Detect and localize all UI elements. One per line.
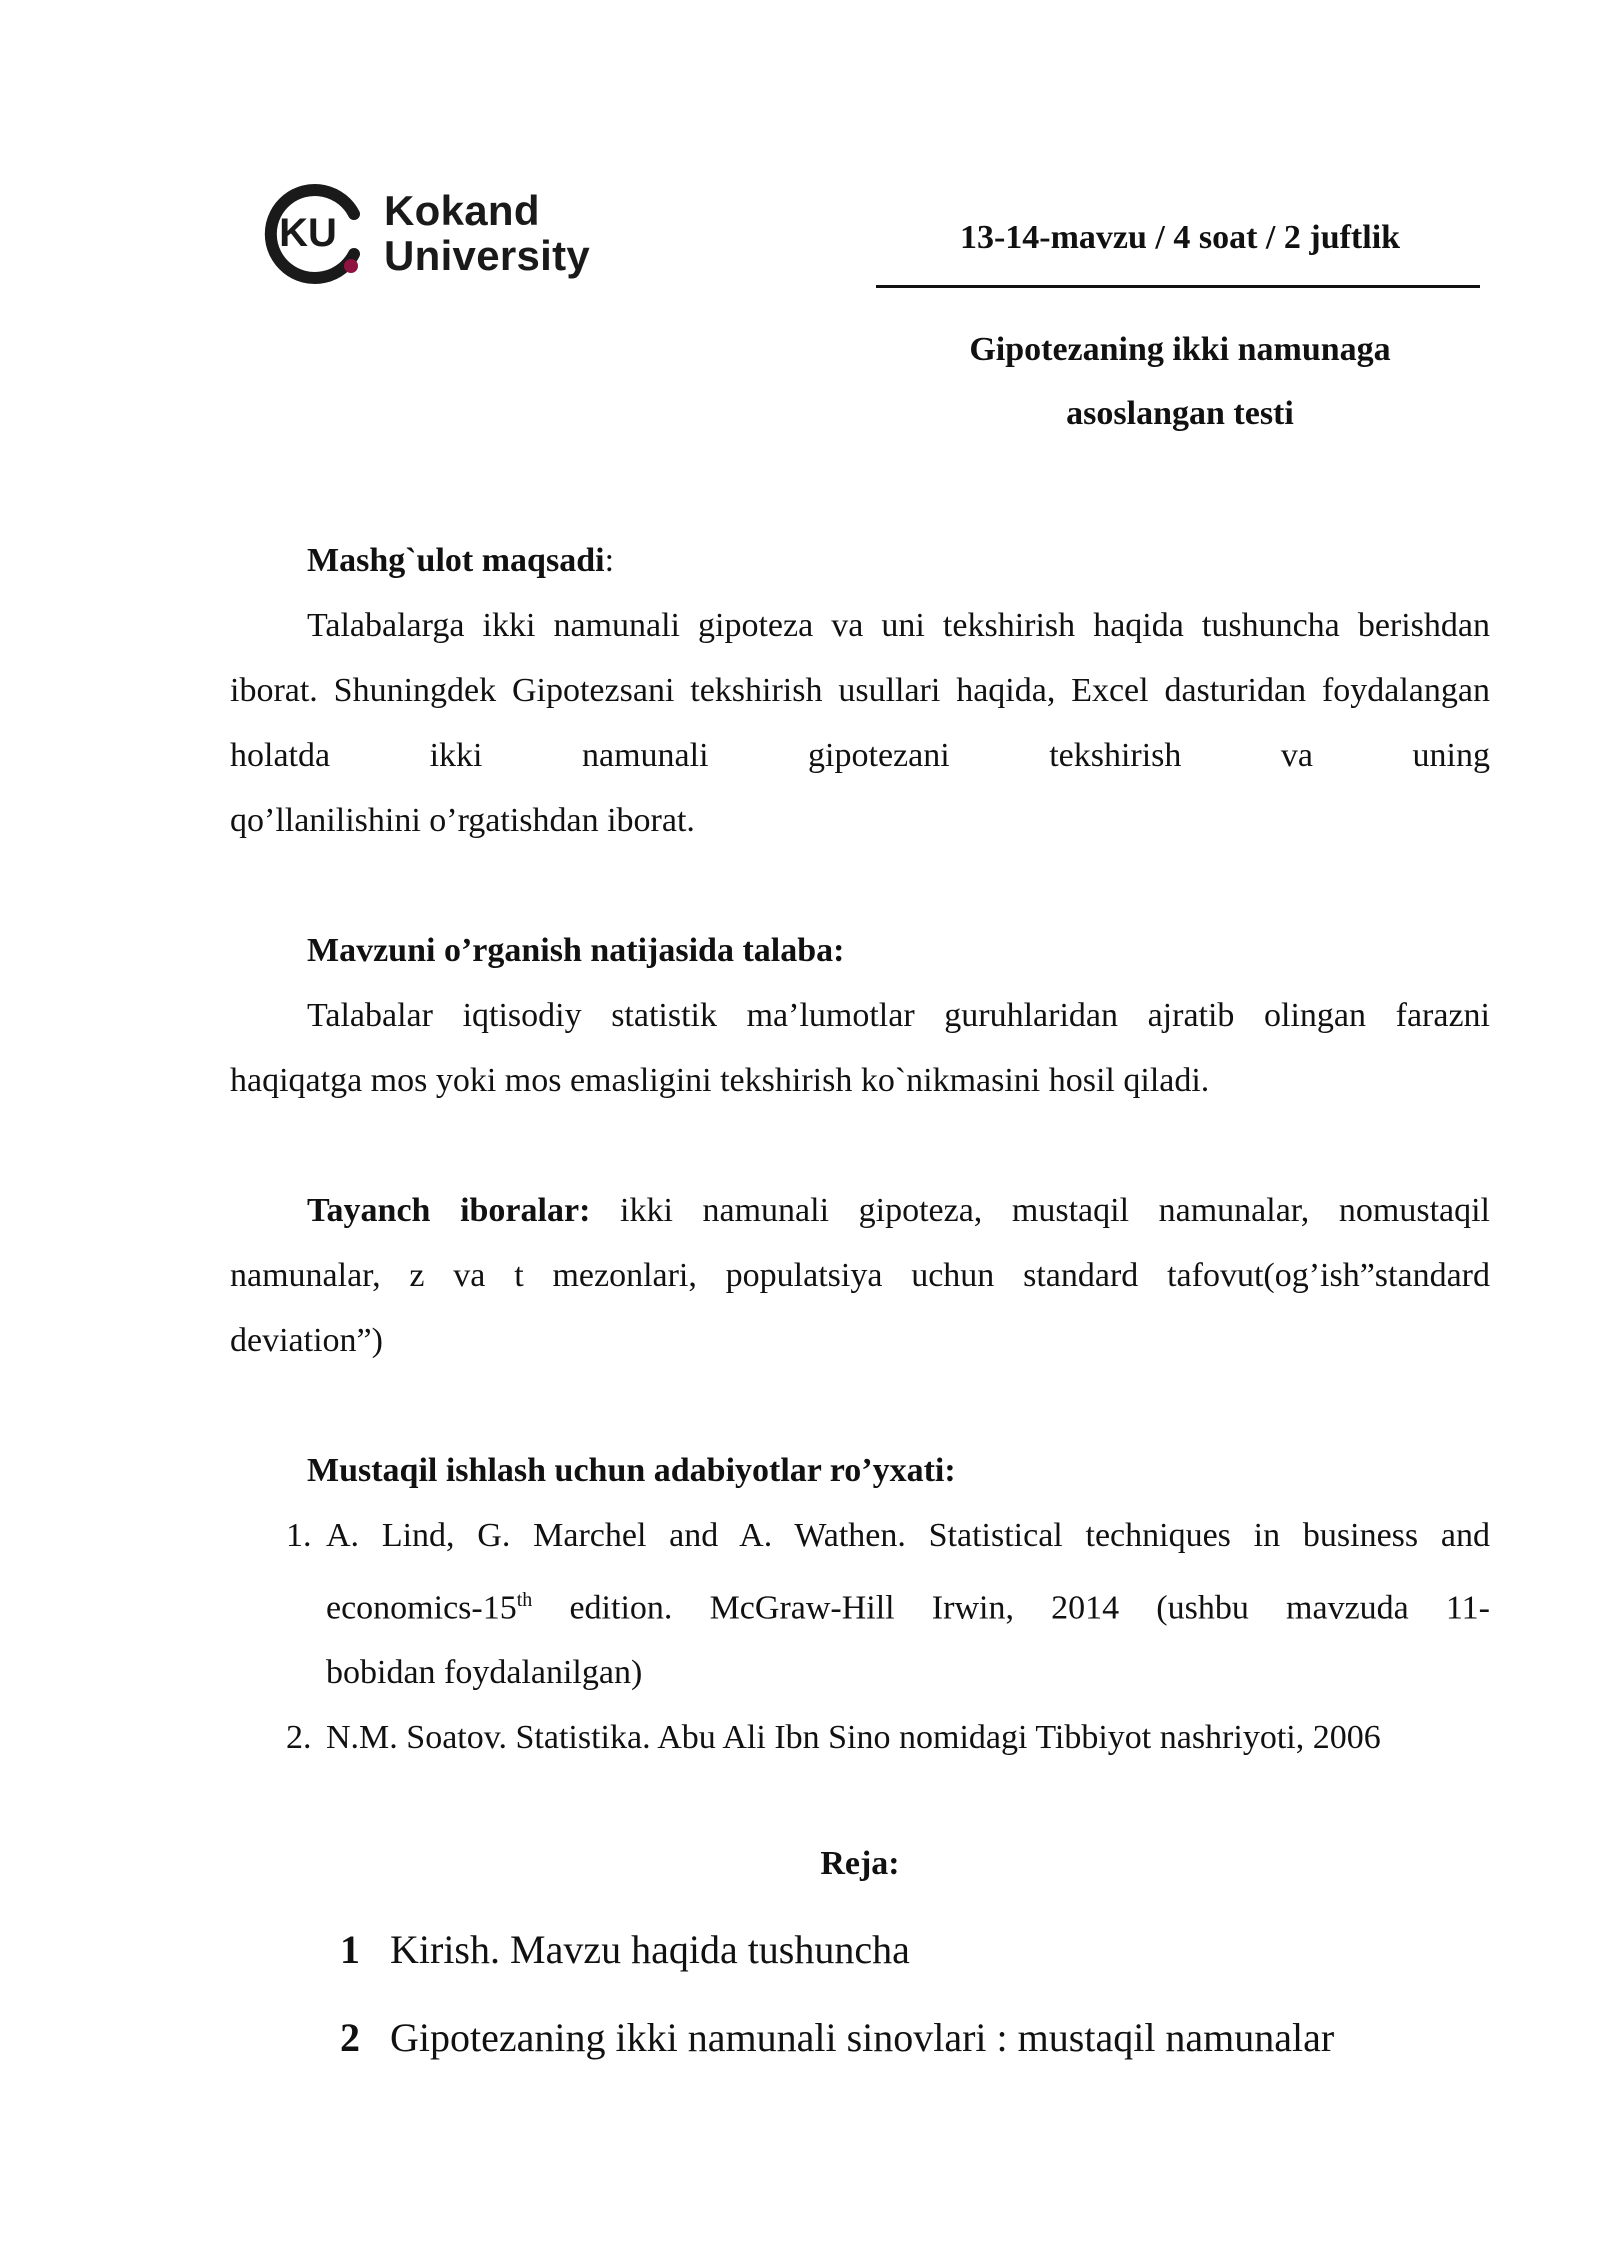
header-divider <box>876 285 1480 288</box>
logo-line-2: University <box>384 232 591 279</box>
plan-item <box>330 2006 1530 2094</box>
literature-list <box>230 1503 1490 1770</box>
plan-item-text: Kirish. Mavzu haqida tushuncha <box>390 1927 910 1972</box>
svg-text:KU: KU <box>279 211 337 255</box>
keywords-section <box>230 1178 1490 1373</box>
logo-line-1: Kokand <box>384 187 540 234</box>
outcome-heading: Mavzuni o’rganish natijasida talaba: <box>307 932 845 969</box>
plan-item <box>330 1918 1530 2006</box>
literature-item-text-b: edition. McGraw-Hill Irwin, 2014 (ushbu mavzuda 11- <box>532 1589 1490 1627</box>
literature-item-number: 2. <box>286 1719 312 1757</box>
ku-logo-mark-icon <box>258 178 370 290</box>
literature-section <box>230 1438 1490 1770</box>
goal-heading <box>230 528 1490 593</box>
literature-item-superscript: th <box>516 1589 533 1611</box>
plan-item-text: Gipotezaning ikki namunali sinovlari : mustaqil namunalar <box>390 2015 1335 2060</box>
topic-meta: 13-14-mavzu / 4 soat / 2 juftlik <box>959 219 1401 256</box>
university-logo <box>258 178 628 290</box>
keywords-label: Tayanch iboralar: <box>307 1192 591 1229</box>
outcome-section <box>230 918 1490 1113</box>
logo-wordmark <box>384 188 590 278</box>
topic-title-line-1: Gipotezaning ikki namunaga <box>969 331 1391 368</box>
literature-item-text-a: A. Lind, G. Marchel and A. Wathen. Statistical techniques in business and economics-15 <box>326 1517 1490 1627</box>
literature-item <box>230 1705 1490 1770</box>
literature-heading: Mustaqil ishlash uchun adabiyotlar ro’yxati: <box>307 1452 956 1489</box>
keywords-text-last: deviation”) <box>230 1322 383 1359</box>
topic-title <box>880 318 1480 446</box>
goal-section <box>230 528 1490 853</box>
literature-item <box>230 1503 1490 1705</box>
literature-item-number: 1. <box>286 1517 312 1554</box>
topic-title-line-2: asoslangan testi <box>1066 395 1294 432</box>
goal-heading-colon: : <box>604 542 615 579</box>
plan-title: Reja: <box>820 1845 900 1882</box>
outcome-text-last: haqiqatga mos yoki mos emasligini tekshirish ko`nikmasini hosil qiladi. <box>230 1062 1210 1099</box>
goal-text-last: qo’llanilishini o’rgatishdan iborat. <box>230 802 695 839</box>
outcome-text: Talabalar iqtisodiy statistik ma’lumotlar guruhlaridan ajratib olingan farazni <box>307 997 1490 1034</box>
plan-item-number: 2 <box>340 2015 360 2060</box>
goal-text: Talabalarga ikki namunali gipoteza va uni tekshirish haqida tushuncha berishdan iborat. Shuningdek Gipotezsani tekshirish usullari haqida, Excel dasturidan foydalangan holatda ikki namunali gipotezani tekshirish va uning <box>230 607 1490 774</box>
literature-item-text: N.M. Soatov. Statistika. Abu Ali Ibn Sino nomidagi Tibbiyot nashriyoti, 2006 <box>326 1719 1381 1757</box>
goal-heading-text: Mashg`ulot maqsadi <box>307 542 605 579</box>
keywords-text <box>230 1178 1490 1373</box>
plan-item-number: 1 <box>340 1927 360 1972</box>
plan-list <box>330 1918 1530 2094</box>
keywords-list: ikki namunali gipoteza, mustaqil namunalar, nomustaqil namunalar, z va t mezonlari, populatsiya uchun standard tafovut(og’ish”standard <box>230 1192 1490 1294</box>
literature-item-text-last: bobidan foydalanilgan) <box>326 1654 643 1692</box>
